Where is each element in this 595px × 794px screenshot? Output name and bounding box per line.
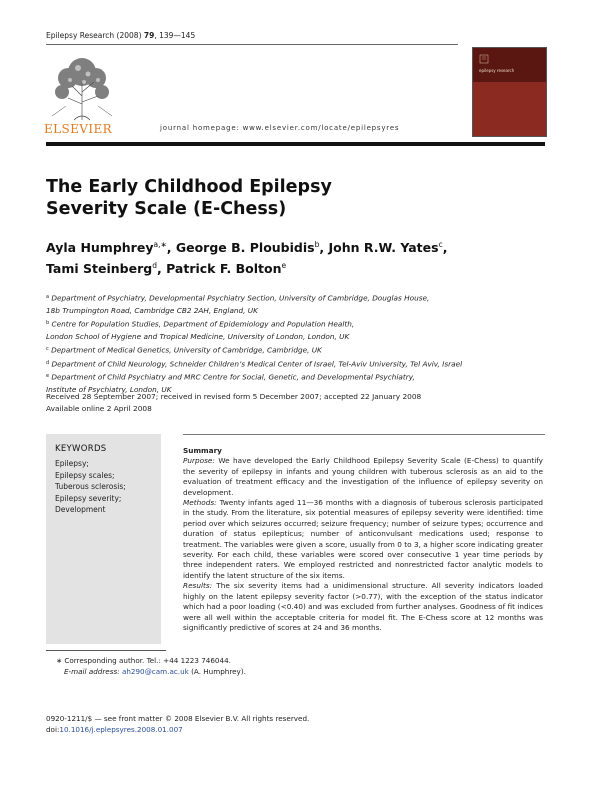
affiliation-item xyxy=(46,370,546,384)
copyright-block xyxy=(46,714,546,735)
doi-prefix: doi: xyxy=(46,724,60,734)
online-date: Available online 2 April 2008 xyxy=(46,404,152,413)
keyword-item: Development xyxy=(55,505,106,514)
doi-link[interactable]: 10.1016/j.eplepsyres.2008.01.007 xyxy=(59,724,183,734)
affiliation-text: Centre for Population Studies, Department of Epidemiology and Population Health, xyxy=(51,319,355,329)
summary-heading: Summary xyxy=(183,446,222,455)
affiliation-list xyxy=(46,291,546,396)
author-affil-marker[interactable]: e xyxy=(281,261,287,270)
affiliation-item-continued: London School of Hygiene and Tropical Medicine, University of London, London, UK xyxy=(46,331,350,341)
author-name: Tami Steinberg xyxy=(46,261,153,276)
summary-rule xyxy=(183,434,545,435)
keywords-list xyxy=(55,458,126,516)
journal-cover-thumbnail xyxy=(472,47,547,137)
summary-purpose xyxy=(183,456,543,498)
author-list xyxy=(46,236,516,278)
summary-results xyxy=(183,581,543,633)
methods-text: Twenty infants aged 11—36 months with a diagnosis of tuberous sclerosis participated in the study. From the literature, six potential measures of epilepsy severity were identified: time period over which seizures occurred; seizure frequency; number of seizure types; occurrence and duration of status epilepticus; number of anticonvulsant medications used; response to treatment. The variables were given a score, usually from 0 to 3, a higher score indicating greater severity. For each child, these variables were scored over consecutive 1 year time periods by three independent raters. We employed restricted and nonrestricted factor analytic models to identify the latent structure of the six items. xyxy=(183,498,543,580)
article-title xyxy=(46,176,466,220)
corresponding-text: Corresponding author. Tel.: +44 1223 746044. xyxy=(62,656,231,665)
affiliation-item xyxy=(46,291,546,305)
affiliation-marker: b xyxy=(46,319,50,326)
affiliation-marker: e xyxy=(46,373,50,380)
elsevier-tree-logo-icon xyxy=(44,52,120,122)
abstract-summary xyxy=(183,446,543,633)
author-name: Ayla Humphrey xyxy=(46,240,154,255)
doi-line xyxy=(46,725,546,736)
cover-emblem-icon xyxy=(479,54,489,64)
email-suffix: (A. Humphrey). xyxy=(188,666,246,676)
article-title-line-1: The Early Childhood Epilepsy xyxy=(46,177,332,197)
footnotes xyxy=(46,656,466,677)
affiliation-marker: c xyxy=(46,345,49,352)
affiliation-text: Department of Child Psychiatry and MRC Centre for Social, Genetic, and Developmental Psychiatry, xyxy=(51,372,415,382)
header-rule xyxy=(46,44,458,45)
footnote-marker: ∗ xyxy=(56,656,63,665)
copyright-line: 0920-1211/$ — see front matter © 2008 Elsevier B.V. All rights reserved. xyxy=(46,714,310,723)
email-link[interactable]: ah290@cam.ac.uk xyxy=(121,666,189,676)
journal-volume: 79 xyxy=(143,31,155,40)
journal-pages: , 139—145 xyxy=(154,31,196,40)
summary-methods xyxy=(183,498,543,581)
purpose-text: We have developed the Early Childhood Epilepsy Severity Scale (E-Chess) to quantify the severity of epilepsy in infants and young children with tuberous sclerosis as an aid to the evaluation of treatment efficacy and the investigation of the influence of epilepsy severity on development. xyxy=(183,456,543,497)
author-affil-marker[interactable]: d xyxy=(152,261,157,270)
keyword-item: Epilepsy severity; xyxy=(55,493,122,503)
keywords-heading: KEYWORDS xyxy=(55,444,107,454)
corresponding-author-note xyxy=(46,656,466,667)
author-line-1: Ayla Humphrey$^{a,∗}$, George B. Ploubidis$^b$, John R.W. Yates$^c$, xyxy=(46,240,448,255)
author-name: Patrick F. Bolton xyxy=(166,261,282,276)
received-dates: Received 28 September 2007; received in revised form 5 December 2007; accepted 22 January 2008 xyxy=(46,392,422,401)
email-label: E-mail address: xyxy=(64,666,120,676)
affiliation-text: Department of Psychiatry, Developmental Psychiatry Section, University of Cambridge, Douglas House, xyxy=(51,293,430,303)
cover-title: epilepsy research xyxy=(479,68,515,73)
article-title-line-2: Severity Scale (E-Chess) xyxy=(46,199,287,219)
affiliation-item xyxy=(46,317,546,331)
email-note xyxy=(46,667,466,678)
keyword-item: Epilepsy; xyxy=(55,459,89,468)
results-text: The six severity items had a unidimensional structure. All severity indicators loaded highly on the latent epilepsy severity factor (>0.77), with the exception of the status indicator which had a poor loading (<0.40) and was excluded from further analyses. Goodness of fit indices were all well within the acceptable criteria for model fit. The E-Chess score at 12 months was significantly predictive of scores at 24 and 36 months. xyxy=(183,581,543,632)
header-thick-rule xyxy=(46,142,545,146)
results-label: Results: xyxy=(183,581,213,591)
journal-name: Epilepsy Research (2008) xyxy=(46,31,142,40)
journal-homepage-link[interactable]: journal homepage: www.elsevier.com/locate/epilepsyres xyxy=(160,124,400,132)
keyword-item: Tuberous sclerosis; xyxy=(55,482,126,491)
author-affil-marker[interactable]: b xyxy=(314,240,320,249)
author-name: George B. Ploubidis xyxy=(175,240,315,255)
purpose-label: Purpose: xyxy=(183,456,215,466)
author-affil-marker[interactable]: c xyxy=(438,240,443,249)
methods-label: Methods: xyxy=(183,498,217,508)
affiliation-item-continued: Institute of Psychiatry, London, UK xyxy=(46,384,172,394)
journal-reference xyxy=(46,31,195,40)
affiliation-marker: a xyxy=(46,294,50,300)
affiliation-item xyxy=(46,357,546,371)
article-history xyxy=(46,391,546,415)
publisher-wordmark: ELSEVIER xyxy=(44,122,113,136)
affiliation-item xyxy=(46,343,546,357)
author-affil-marker[interactable]: a,∗ xyxy=(153,240,167,249)
keyword-item: Epilepsy scales; xyxy=(55,470,115,480)
affiliation-text: Department of Medical Genetics, University of Cambridge, Cambridge, UK xyxy=(51,345,322,355)
author-name: John R.W. Yates xyxy=(328,240,439,255)
affiliation-text: Department of Child Neurology, Schneider Children’s Medical Center of Israel, Tel-Aviv University, Tel Aviv, Israel xyxy=(51,359,463,369)
footnote-rule xyxy=(46,650,166,651)
affiliation-item-continued: 18b Trumpington Road, Cambridge CB2 2AH, England, UK xyxy=(46,305,258,315)
author-line-2: Tami Steinberg$^d$, Patrick F. Bolton$^e$ xyxy=(46,261,287,276)
affiliation-marker: d xyxy=(46,359,50,366)
